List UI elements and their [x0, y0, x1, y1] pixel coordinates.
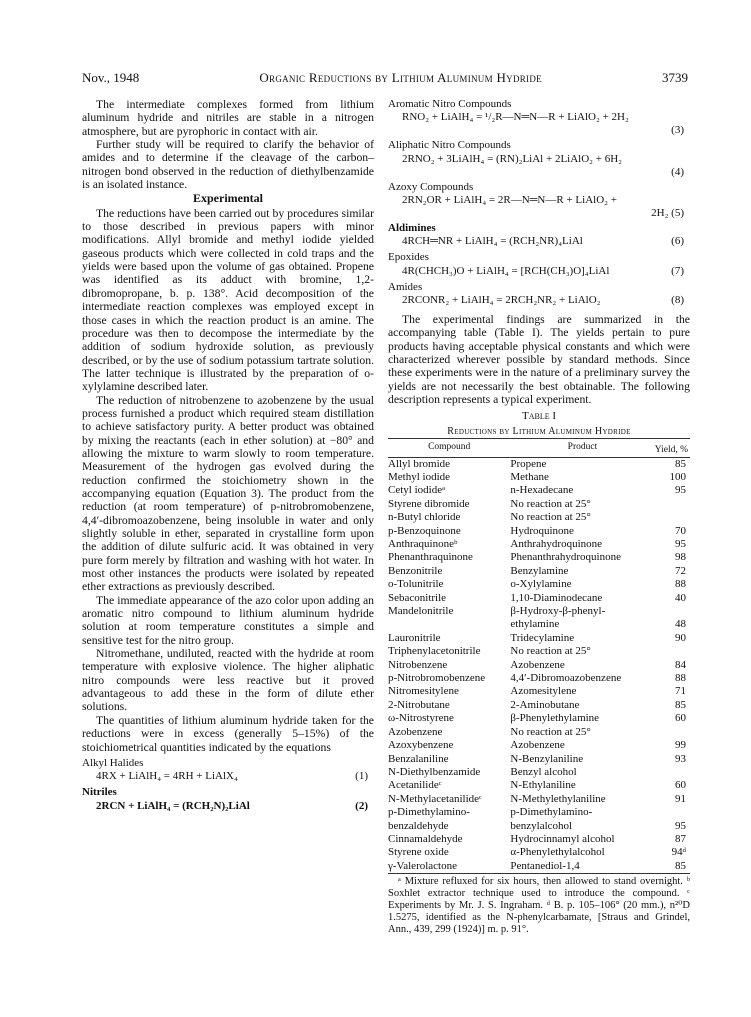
equation-number: (7) [671, 264, 684, 277]
table-row [388, 525, 690, 538]
cell-product: Azomesitylene [510, 685, 577, 698]
table-row [388, 471, 690, 484]
cell-product: No reaction at 25° [510, 497, 591, 510]
cell-yield: 88 [675, 672, 686, 685]
cell-compound: Phenanthraquinone [388, 551, 473, 564]
table-row [388, 605, 690, 618]
cell-product: ethylamine [510, 618, 560, 631]
cell-product: N-Ethylaniline [510, 779, 576, 792]
header-date: Nov., 1948 [82, 70, 140, 85]
cell-yield [655, 645, 690, 658]
cell-yield [655, 726, 690, 739]
cell-product: α-Phenylethylalcohol [510, 846, 605, 859]
cell-compound: Azobenzene [388, 725, 443, 738]
cell-product: benzylalcohol [510, 819, 573, 832]
table-row [388, 659, 690, 672]
cell-compound [388, 618, 510, 631]
cell-compound: Lauronitrile [388, 631, 441, 644]
cell-product: n-Hexadecane [510, 484, 574, 497]
table-row [388, 712, 690, 725]
equation-5-continued [388, 207, 690, 219]
table-row [388, 632, 690, 645]
table-row [388, 484, 690, 497]
cell-compound: Mandelonitrile [388, 605, 454, 618]
cell-compound: Nitromesitylene [388, 685, 459, 698]
table-header-row [388, 439, 690, 457]
equation-label: Alkyl Halides [82, 756, 144, 769]
column-header-compound: Compound [388, 439, 510, 457]
paragraph: Further study will be required to clarify the behavior of amides and to determine if the cleavage of the carbon–nitrogen bond observed in the reduction of diethylbenzamide is an isolated instance. [82, 138, 374, 192]
table-row [388, 551, 690, 564]
table-row [388, 860, 690, 874]
table-row [388, 685, 690, 698]
cell-yield: 90 [675, 631, 686, 644]
equation-text: 2RCN + LiAlH₄ = (RCH₂N)₂LiAl [96, 799, 250, 812]
cell-compound: p-Benzoquinone [388, 524, 461, 537]
cell-compound: Cetyl iodideᵃ [388, 484, 446, 497]
cell-yield: 95 [675, 819, 686, 832]
equation-text: 4RX + LiAlH₄ = 4RH + LiAlX₄ [96, 770, 238, 783]
equation-label: Aromatic Nitro Compounds [388, 98, 512, 110]
table-row [388, 726, 690, 739]
cell-compound: Triphenylacetonitrile [388, 645, 481, 658]
paragraph: The reduction of nitrobenzene to azobenzene by the usual process furnished a product which required steam distillation to achieve satisfactory purity. A better product was obtained by mixing the reactants (each in ether solution) at −80° and allowing the mixture to warm slowly to room temperature. Measurement of the hydrogen gas evolved during the reduction confirmed the stoichiometry shown in the accompanying equation (Equation 3). The product from the reduction (at room temperature) of p-nitrobromobenzene, 4,4′-dibromoazobenzene, being insoluble in water and only slightly soluble in ether, separated in crystalline form upon the addition of dilute sulfuric acid. It was obtained in very pure form merely by filtration and washing with hot water. In most other instances the products were isolated by repeated ether extractions as previously described. [82, 393, 374, 594]
equation-number: (6) [671, 235, 684, 248]
cell-compound: Styrene dibromide [388, 497, 470, 510]
cell-product: Pentanediol-1,4 [510, 860, 654, 874]
cell-compound: o-Tolunitrile [388, 578, 444, 591]
table-row [388, 766, 690, 779]
table-row [388, 793, 690, 806]
equation-7 [388, 265, 690, 278]
cell-yield: 85 [675, 698, 686, 711]
equation-number: (4) [671, 165, 684, 178]
cell-compound: Acetanilideᶜ [388, 779, 442, 792]
equation-4 [388, 153, 690, 166]
table-row [388, 833, 690, 846]
paragraph: The immediate appearance of the azo color upon adding an aromatic nitro compound to lithium aluminum hydride solution at room temperature constitutes a simple and sensitive test for the nitro group. [82, 593, 374, 647]
cell-compound: Cinnamaldehyde [388, 832, 463, 845]
equation-label: Epoxides [388, 251, 429, 264]
header-title: Organic Reductions by Lithium Aluminum Hydride [259, 70, 542, 85]
cell-yield: 98 [675, 551, 686, 564]
cell-compound: Styrene oxide [388, 846, 449, 859]
equation-number: (1) [355, 770, 368, 783]
cell-compound: Sebaconitrile [388, 591, 447, 604]
table-row [388, 498, 690, 511]
equation-text: RNO₂ + LiAlH₄ = ¹/₂R—N═N—R + LiAlO₂ + 2H₂ [402, 111, 629, 124]
left-column [82, 98, 374, 813]
equation-label: Nitriles [82, 786, 117, 799]
table-title: Table I [521, 410, 557, 423]
cell-yield: 71 [675, 685, 686, 698]
table-body [388, 457, 690, 874]
equation-label: Aldimines [388, 222, 436, 235]
column-header-yield: Yield, % [655, 439, 690, 457]
cell-yield [655, 806, 690, 819]
cell-yield [655, 766, 690, 779]
cell-compound: Benzalaniline [388, 752, 449, 765]
section-heading: Experimental [193, 191, 263, 206]
equation-number: (5) [671, 207, 684, 220]
cell-yield [655, 498, 690, 511]
cell-yield: 99 [675, 739, 686, 752]
equation-text: 4R(CHCH₃)O + LiAlH₄ = [RCH(CH₃)O]₄LiAl [402, 264, 610, 277]
equation-text: 4RCH═NR + LiAlH₄ = (RCH₂NR)₄LiAl [402, 235, 583, 248]
cell-yield: 100 [669, 470, 686, 483]
paragraph: The quantities of lithium aluminum hydride taken for the reductions were in excess (generally 5–15%) of the stoichiometrical quantities indicated by the equations [82, 713, 374, 754]
cell-yield: 60 [675, 712, 686, 725]
results-table [388, 438, 690, 874]
cell-product: 2-Aminobutane [510, 698, 580, 711]
cell-product: β-Phenylethylamine [510, 712, 600, 725]
cell-yield: 72 [675, 564, 686, 577]
table-footnotes: ᵃ Mixture refluxed for six hours, then allowed to stand overnight. ᵇ Soxhlet extractor technique used to introduce the compound. ᶜ Experiments by Mr. J. S. Ingraham. ᵈ B. p. 105–106° (20 mm.), n²⁰D 1.5275, identified as the N-phenylcarbamate, [Straus and Grindel, Ann., 439, 299 (1924)] m. p. 91°. [388, 876, 690, 936]
equation-label: Azoxy Compounds [388, 180, 474, 193]
cell-compound: 2-Nitrobutane [388, 698, 450, 711]
paragraph: The reductions have been carried out by procedures similar to those described in previous papers with minor modifications. Allyl bromide and methyl iodide yielded gaseous products which were collected in cold traps and the yields were based upon the volume of gas obtained. Propene was identified as its adduct with bromine, 1,2-dibromopropane, b. p. 138°. Acid decomposition of the intermediate reaction complexes was employed except in those cases in which the reaction product is an amine. The procedure was then to decompose the intermediate by the addition of sodium hydroxide solution, as previously described, or by the use of sodium potassium tartrate solution. The latter technique is illustrated by the preparation of o-xylylamine described later. [82, 206, 374, 394]
equation-text: 2RCONR₂ + LiAlH₄ = 2RCH₂NR₂ + LiAlO₂ [402, 294, 601, 307]
right-column [388, 98, 690, 936]
cell-yield: 93 [675, 752, 686, 765]
cell-product: o-Xylylamine [510, 578, 572, 591]
paragraph: The experimental findings are summarized in the accompanying table (Table I). The yields pertain to pure products having acceptable physical constants and which were characterized wherever possible by standard methods. Since these experiments were in the nature of a preliminary survey the yields are not necessarily the best obtainable. The following description represents a typical experiment. [388, 313, 690, 407]
cell-yield: 95 [675, 538, 686, 550]
cell-product: Benzylamine [510, 564, 569, 577]
cell-compound: Benzonitrile [388, 564, 443, 577]
table-row [388, 739, 690, 752]
cell-compound: ω-Nitrostyrene [388, 712, 454, 725]
equation-6 [388, 235, 690, 248]
cell-product: 4,4′-Dibromoazobenzene [510, 672, 622, 685]
table-row [388, 578, 690, 591]
cell-product: Methane [510, 470, 549, 483]
cell-compound: Anthraquinoneᵇ [388, 538, 458, 550]
cell-product: Hydroquinone [510, 524, 574, 537]
cell-compound: γ-Valerolactone [388, 860, 510, 874]
equation-3 [388, 111, 690, 124]
cell-compound: Allyl bromide [388, 457, 451, 470]
cell-yield: 60 [675, 779, 686, 792]
cell-compound: n-Butyl chloride [388, 511, 461, 524]
cell-product: Benzyl alcohol [510, 765, 577, 778]
cell-compound: Methyl iodide [388, 470, 451, 483]
cell-yield: 70 [675, 524, 686, 537]
running-header [82, 70, 688, 88]
column-header-product: Product [510, 439, 654, 457]
cell-product: No reaction at 25° [510, 511, 591, 524]
table-row [388, 457, 690, 471]
cell-yield: 85 [655, 860, 690, 874]
table-row [388, 806, 690, 819]
cell-compound: benzaldehyde [388, 819, 449, 832]
page-number: 3739 [662, 70, 688, 85]
equation-number: (3) [671, 124, 684, 137]
cell-product: Tridecylamine [510, 631, 575, 644]
cell-yield: 87 [675, 832, 686, 845]
cell-product: Azobenzene [510, 739, 565, 752]
cell-product: Azobenzene [510, 658, 565, 671]
cell-compound: p-Nitrobromobenzene [388, 672, 486, 685]
cell-yield: 85 [675, 457, 686, 470]
cell-product: No reaction at 25° [510, 645, 591, 658]
cell-product: β-Hydroxy-β-phenyl- [510, 605, 606, 618]
cell-yield: 88 [675, 578, 686, 591]
table-row [388, 779, 690, 792]
cell-product: N-Methylethylaniline [510, 792, 606, 805]
equation-8 [388, 294, 690, 307]
cell-product: Hydrocinnamyl alcohol [510, 832, 615, 845]
cell-yield: 94ᵈ [671, 846, 686, 859]
cell-compound: N-Methylacetanilideᶜ [388, 792, 482, 805]
cell-compound: N-Diethylbenzamide [388, 765, 481, 778]
cell-yield [655, 511, 690, 524]
equation-text: 2RNO₂ + 3LiAlH₄ = (RN)₂LiAl + 2LiAlO₂ + 6H₂ [402, 152, 622, 165]
table-row [388, 565, 690, 578]
equation-text: 2H₂ [651, 207, 669, 220]
table-row [388, 753, 690, 766]
table-row [388, 820, 690, 833]
cell-product: p-Dimethylamino- [510, 806, 593, 819]
equation-1 [82, 770, 374, 783]
cell-product: 1,10-Diaminodecane [510, 591, 603, 604]
cell-yield: 95 [675, 484, 686, 497]
table-row [388, 592, 690, 605]
cell-product: No reaction at 25° [510, 725, 591, 738]
cell-product: Propene [510, 457, 547, 470]
table-row [388, 846, 690, 859]
cell-yield: 91 [675, 792, 686, 805]
equation-number: (2) [355, 799, 368, 812]
cell-compound: p-Dimethylamino- [388, 806, 470, 819]
equation-5 [388, 194, 690, 207]
table-row [388, 672, 690, 685]
paragraph: Nitromethane, undiluted, reacted with the hydride at room temperature with explosive violence. The higher aliphatic nitro compounds were less reactive but it proved advantageous to add these in the form of dilute ether solutions. [82, 647, 374, 714]
paragraph: The intermediate complexes formed from lithium aluminum hydride and nitriles are stable in a nitrogen atmosphere, but are pyrophoric in contact with air. [82, 98, 374, 138]
cell-yield: 48 [675, 618, 686, 631]
table-subtitle: Reductions by Lithium Aluminum Hydride [447, 425, 631, 437]
cell-product: Phenanthrahydroquinone [510, 551, 621, 564]
cell-product: Anthrahydroquinone [510, 538, 603, 550]
table-row [388, 618, 690, 631]
cell-compound: Azoxybenzene [388, 739, 454, 752]
table-row [388, 511, 690, 524]
equation-2 [82, 800, 374, 813]
table-row [388, 699, 690, 712]
equation-label: Aliphatic Nitro Compounds [388, 139, 511, 152]
cell-yield [655, 605, 690, 618]
equation-number: (8) [671, 294, 684, 307]
table-row [388, 538, 690, 551]
cell-compound: Nitrobenzene [388, 658, 448, 671]
cell-yield: 40 [675, 591, 686, 604]
cell-product: N-Benzylaniline [510, 752, 584, 765]
equation-label: Amides [388, 280, 423, 293]
equation-text: 2RN₂OR + LiAlH₄ = 2R—N═N—R + LiAlO₂ + [402, 194, 617, 207]
cell-yield: 84 [675, 658, 686, 671]
table-row [388, 645, 690, 658]
